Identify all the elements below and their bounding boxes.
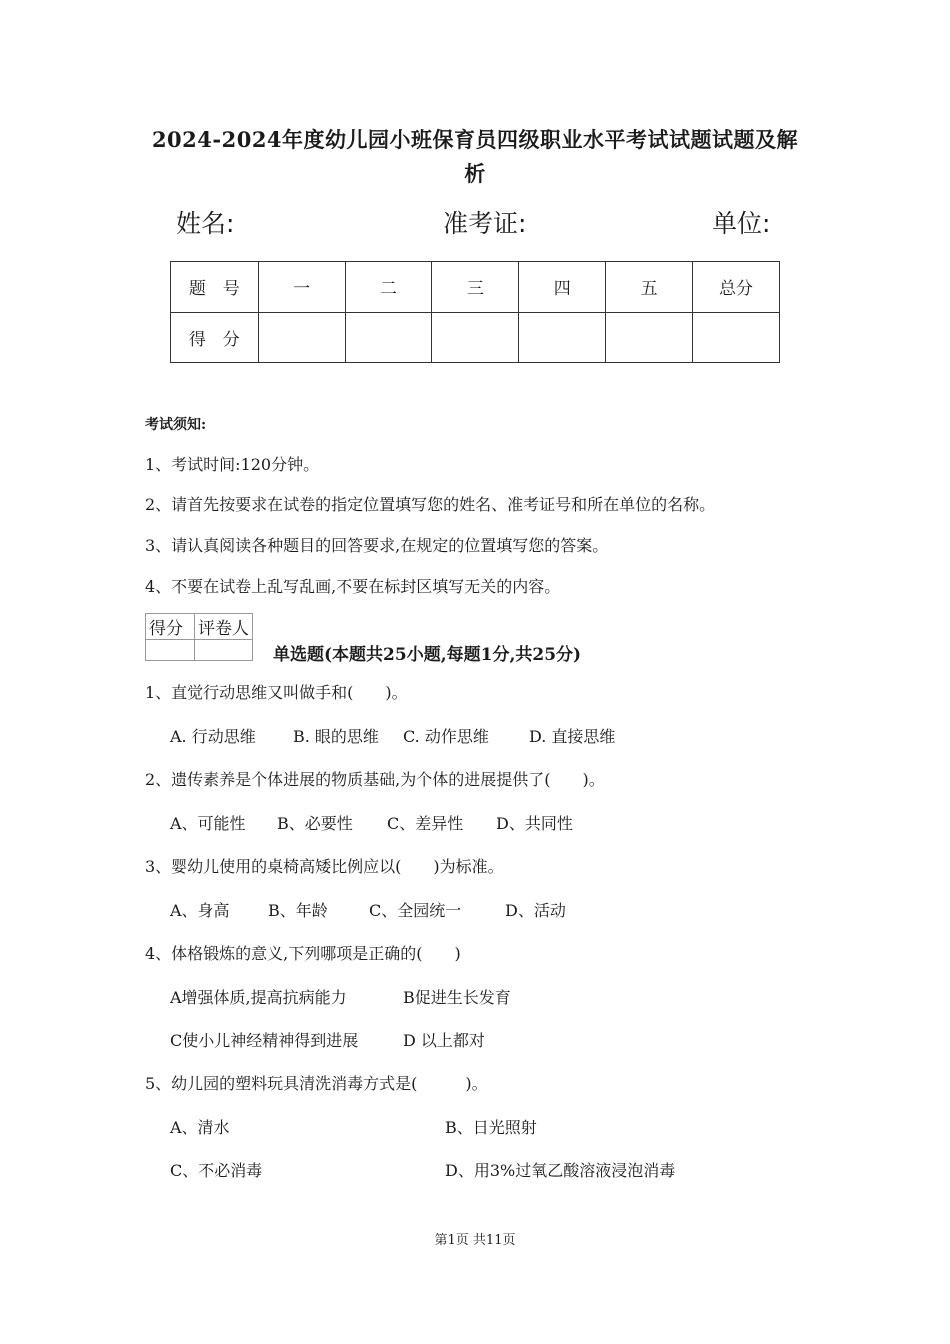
option[interactable]: D 以上都对 <box>403 1031 485 1050</box>
option[interactable]: A. 行动思维 <box>170 727 256 746</box>
option[interactable]: B、年龄 <box>268 901 328 920</box>
option[interactable]: C、差异性 <box>387 814 464 833</box>
option[interactable]: D、共同性 <box>496 814 573 833</box>
option[interactable]: A、身高 <box>170 901 230 920</box>
score-input-cell[interactable] <box>606 312 693 363</box>
notice-item: 3、请认真阅读各种题目的回答要求,在规定的位置填写您的答案。 <box>145 536 609 555</box>
page-title-line2: 析 <box>464 161 486 186</box>
score-table-score-row <box>171 312 780 363</box>
notice-item: 4、不要在试卷上乱写乱画,不要在标封区填写无关的内容。 <box>145 577 561 596</box>
question-stem: 3、婴幼儿使用的桌椅高矮比例应以( )为标准。 <box>145 857 504 876</box>
score-table <box>170 261 780 363</box>
notice-item: 2、请首先按要求在试卷的指定位置填写您的姓名、准考证号和所在单位的名称。 <box>145 495 716 514</box>
option[interactable]: A、可能性 <box>170 814 246 833</box>
option[interactable]: D、用3%过氧乙酸溶液浸泡消毒 <box>445 1161 676 1180</box>
option[interactable]: B、日光照射 <box>445 1118 537 1137</box>
table-cell: 总分 <box>693 262 780 313</box>
notice-heading: 考试须知: <box>145 417 207 433</box>
grader-score-cell[interactable] <box>146 640 195 661</box>
notice-item: 1、考试时间:120分钟。 <box>145 455 320 474</box>
grader-name-label: 评卷人 <box>195 614 253 640</box>
score-input-cell[interactable] <box>519 312 606 363</box>
score-input-cell[interactable] <box>345 312 432 363</box>
option[interactable]: B、必要性 <box>277 814 353 833</box>
option[interactable]: C、全园统一 <box>369 901 462 920</box>
grader-name-cell[interactable] <box>195 640 253 661</box>
option[interactable]: C、不必消毒 <box>170 1161 263 1180</box>
table-cell: 一 <box>258 262 345 313</box>
name-field-label: 姓名: <box>176 209 235 238</box>
page-footer: 第1页 共11页 <box>434 1233 516 1248</box>
option[interactable]: D、活动 <box>505 901 566 920</box>
question-stem: 2、遗传素养是个体进展的物质基础,为个体的进展提供了( )。 <box>145 770 605 789</box>
option[interactable]: A增强体质,提高抗病能力 <box>170 988 347 1007</box>
option[interactable]: B. 眼的思维 <box>293 727 379 746</box>
table-cell: 四 <box>519 262 606 313</box>
question-stem: 1、直觉行动思维又叫做手和( )。 <box>145 683 408 702</box>
grader-score-label: 得分 <box>146 614 195 640</box>
score-input-cell[interactable] <box>693 312 780 363</box>
unit-field-label: 单位: <box>712 209 771 238</box>
table-cell: 三 <box>432 262 519 313</box>
score-table-header-row <box>171 262 780 313</box>
question-stem: 4、体格锻炼的意义,下列哪项是正确的( ) <box>145 944 461 963</box>
grader-box <box>145 613 253 661</box>
section-title: 单选题(本题共25小题,每题1分,共25分) <box>273 645 582 665</box>
option[interactable]: B促进生长发育 <box>403 988 511 1007</box>
table-cell: 题 号 <box>171 262 259 313</box>
exam-id-field-label: 准考证: <box>443 209 527 238</box>
page-title-line1: 2024-2024年度幼儿园小班保育员四级职业水平考试试题试题及解 <box>151 127 799 152</box>
table-cell: 得 分 <box>171 312 259 363</box>
score-input-cell[interactable] <box>432 312 519 363</box>
table-cell: 二 <box>345 262 432 313</box>
table-cell: 五 <box>606 262 693 313</box>
option[interactable]: D. 直接思维 <box>529 727 616 746</box>
question-stem: 5、幼儿园的塑料玩具清洗消毒方式是( )。 <box>145 1074 488 1093</box>
score-input-cell[interactable] <box>258 312 345 363</box>
option[interactable]: C. 动作思维 <box>403 727 489 746</box>
option[interactable]: C使小儿神经精神得到进展 <box>170 1031 359 1050</box>
option[interactable]: A、清水 <box>170 1118 230 1137</box>
